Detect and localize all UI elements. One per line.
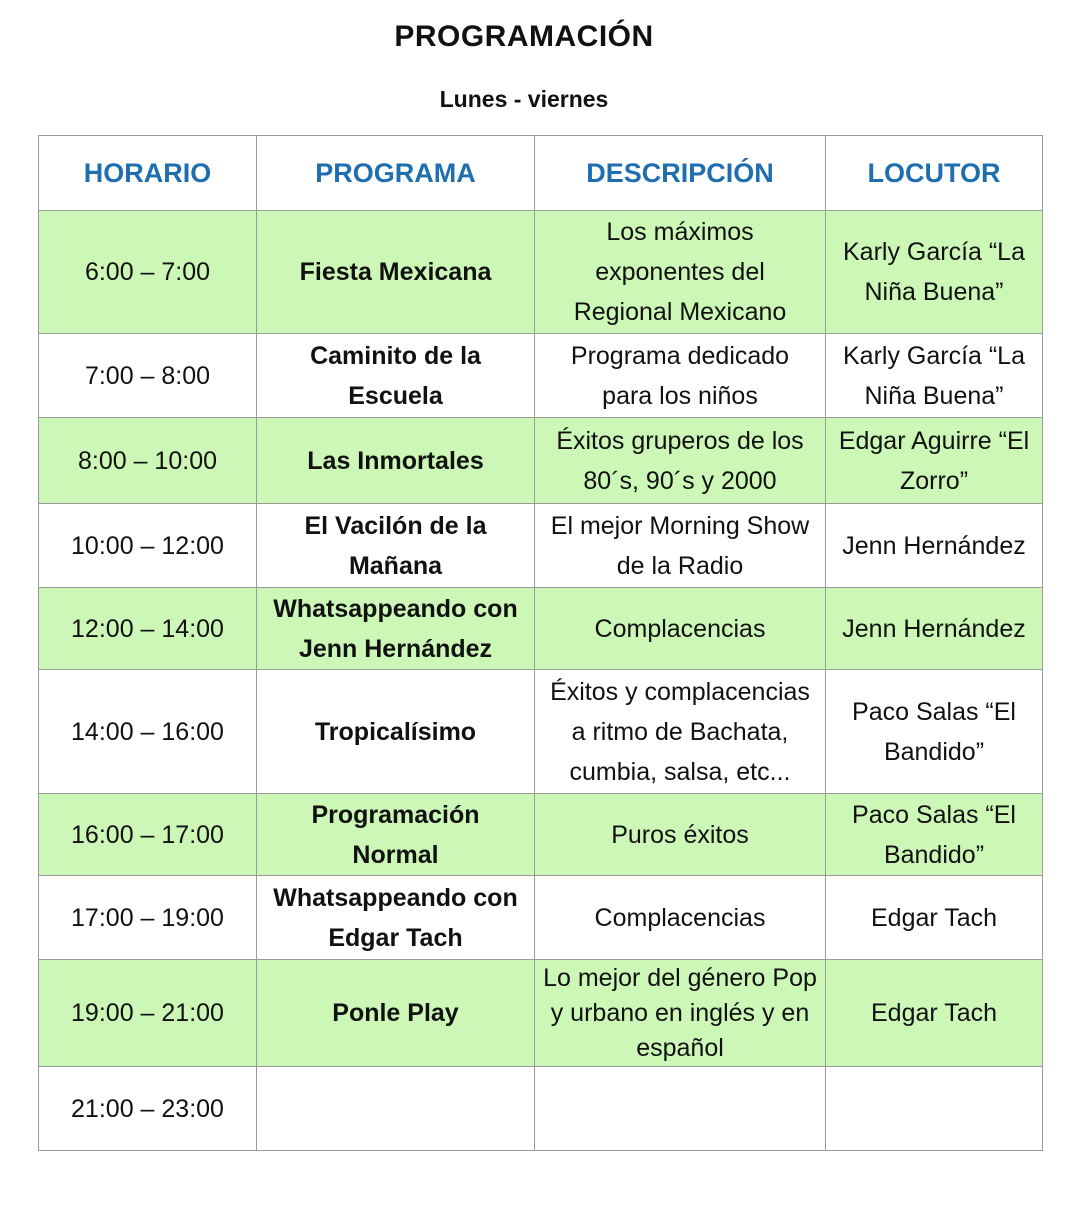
table-row xyxy=(39,418,1043,504)
cell-descripcion: Los máximos exponentes del Regional Mexicano xyxy=(535,211,826,334)
page-subtitle: Lunes - viernes xyxy=(439,86,609,112)
cell-descripcion: Éxitos y complacencias a ritmo de Bachata, cumbia, salsa, etc... xyxy=(535,670,826,794)
table-row xyxy=(39,876,1043,960)
cell-locutor: Paco Salas “El Bandido” xyxy=(826,670,1043,794)
cell-horario: 19:00 – 21:00 xyxy=(39,960,257,1067)
cell-descripcion xyxy=(535,1067,826,1151)
cell-horario: 14:00 – 16:00 xyxy=(39,670,257,794)
cell-locutor: Karly García “La Niña Buena” xyxy=(826,334,1043,418)
cell-locutor: Edgar Aguirre “El Zorro” xyxy=(826,418,1043,504)
cell-horario: 10:00 – 12:00 xyxy=(39,504,257,588)
cell-programa: Whatsappeando con Jenn Hernández xyxy=(257,588,535,670)
table-row xyxy=(39,1067,1043,1151)
cell-descripcion: Complacencias xyxy=(535,876,826,960)
cell-descripcion: Lo mejor del género Pop y urbano en inglés y en español xyxy=(535,960,826,1067)
table-row xyxy=(39,960,1043,1067)
cell-locutor: Jenn Hernández xyxy=(826,504,1043,588)
table-row xyxy=(39,334,1043,418)
cell-descripcion: Complacencias xyxy=(535,588,826,670)
cell-programa: Ponle Play xyxy=(257,960,535,1067)
cell-descripcion: Programa dedicado para los niños xyxy=(535,334,826,418)
cell-programa: Programación Normal xyxy=(257,794,535,876)
table-row xyxy=(39,211,1043,334)
cell-programa xyxy=(257,1067,535,1151)
cell-programa: Tropicalísimo xyxy=(257,670,535,794)
cell-locutor: Edgar Tach xyxy=(826,876,1043,960)
table-row xyxy=(39,670,1043,794)
cell-horario: 16:00 – 17:00 xyxy=(39,794,257,876)
table-row xyxy=(39,794,1043,876)
cell-horario: 6:00 – 7:00 xyxy=(39,211,257,334)
header-programa: PROGRAMA xyxy=(257,136,535,211)
cell-programa: Las Inmortales xyxy=(257,418,535,504)
table-row xyxy=(39,504,1043,588)
cell-locutor: Edgar Tach xyxy=(826,960,1043,1067)
cell-descripcion: El mejor Morning Show de la Radio xyxy=(535,504,826,588)
schedule-table xyxy=(38,135,1043,1151)
cell-programa: Whatsappeando con Edgar Tach xyxy=(257,876,535,960)
header-horario: HORARIO xyxy=(39,136,257,211)
cell-locutor: Paco Salas “El Bandido” xyxy=(826,794,1043,876)
table-row xyxy=(39,588,1043,670)
cell-horario: 7:00 – 8:00 xyxy=(39,334,257,418)
cell-locutor: Karly García “La Niña Buena” xyxy=(826,211,1043,334)
cell-locutor xyxy=(826,1067,1043,1151)
header-descripcion: DESCRIPCIÓN xyxy=(535,136,826,211)
cell-descripcion: Puros éxitos xyxy=(535,794,826,876)
cell-programa: Fiesta Mexicana xyxy=(257,211,535,334)
cell-horario: 17:00 – 19:00 xyxy=(39,876,257,960)
cell-horario: 8:00 – 10:00 xyxy=(39,418,257,504)
cell-descripcion: Éxitos gruperos de los 80´s, 90´s y 2000 xyxy=(535,418,826,504)
cell-locutor: Jenn Hernández xyxy=(826,588,1043,670)
cell-programa: El Vacilón de la Mañana xyxy=(257,504,535,588)
cell-horario: 12:00 – 14:00 xyxy=(39,588,257,670)
header-row xyxy=(39,136,1043,211)
cell-programa: Caminito de la Escuela xyxy=(257,334,535,418)
page-title: PROGRAMACIÓN xyxy=(394,20,654,53)
header-locutor: LOCUTOR xyxy=(826,136,1043,211)
cell-horario: 21:00 – 23:00 xyxy=(39,1067,257,1151)
